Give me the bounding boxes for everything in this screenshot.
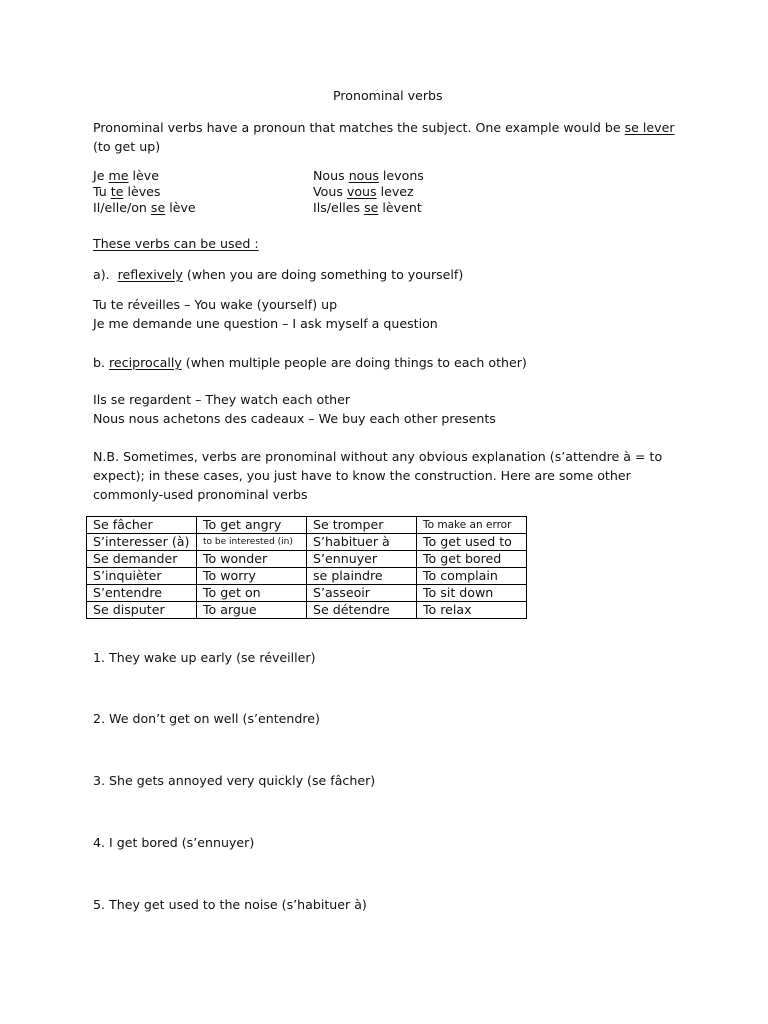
intro-example: se lever [624,120,675,135]
meaning-cell: To get bored [417,551,527,568]
verb-form: lève [165,200,196,215]
verb-cell: Se demander [87,551,197,568]
meaning-cell: To sit down [417,585,527,602]
verb-cell: Se disputer [87,602,197,619]
subject: Il/elle/on [93,200,151,215]
conjugation-line [313,184,424,200]
use-b-line [93,355,527,371]
intro-text: Pronominal verbs have a pronoun that matches the subject. One example would be [93,120,625,135]
exercise-item: 4. I get bored (s’ennuyer) [93,835,255,850]
conjugation-right [313,168,424,216]
use-b-term: reciprocally [109,355,182,370]
intro-text-end: (to get up) [93,139,161,154]
meaning-cell: To wonder [197,551,307,568]
intro-paragraph [93,118,683,156]
verb-cell: S’interesser (à) [87,534,197,551]
exercise-item: 5. They get used to the noise (s’habituer à) [93,897,367,912]
verb-cell: S’entendre [87,585,197,602]
subject: Ils/elles [313,200,365,215]
use-b-marker: b. [93,355,110,370]
verb-form: lèvent [378,200,422,215]
subject: Nous [313,168,349,183]
conjugation-line [93,184,196,200]
table-row [87,551,527,568]
verb-cell: S’habituer à [307,534,417,551]
conjugation-line [313,168,424,184]
example-sentence: Nous nous achetons des cadeaux – We buy each other presents [93,411,496,426]
verb-form: levons [378,168,424,183]
meaning-cell: To relax [417,602,527,619]
reflexive-pronoun: me [108,168,129,183]
meaning-cell: To get angry [197,517,307,534]
use-b-description: (when multiple people are doing things to each other) [181,355,527,370]
table-row [87,585,527,602]
verb-cell: Se détendre [307,602,417,619]
table-row [87,602,527,619]
use-a-term: reflexively [117,267,183,282]
example-sentence: Je me demande une question – I ask myself a question [93,316,438,331]
meaning-cell: To worry [197,568,307,585]
verb-cell: S’inquièter [87,568,197,585]
use-a-examples [93,297,438,335]
conjugation-line [93,168,196,184]
conjugation-line [93,200,196,216]
verb-table [86,516,527,619]
verb-form: lève [128,168,159,183]
uses-heading-text: These verbs can be used : [93,236,259,251]
meaning-cell: To make an error [417,517,527,534]
exercise-item: 3. She gets annoyed very quickly (se fâcher) [93,773,376,788]
reflexive-pronoun: te [110,184,124,199]
meaning-cell: To argue [197,602,307,619]
verb-cell: se plaindre [307,568,417,585]
verb-form: lèves [123,184,161,199]
use-a-description: (when you are doing something to yourself) [182,267,464,282]
conjugation-left [93,168,196,216]
page-title: Pronominal verbs [333,88,443,103]
uses-heading [93,236,259,252]
reflexive-pronoun: nous [348,168,379,183]
verb-cell: Se fâcher [87,517,197,534]
use-a-marker: a). [93,267,118,282]
use-b-examples [93,392,496,430]
verb-form: levez [376,184,414,199]
exercise-item: 2. We don’t get on well (s’entendre) [93,711,320,726]
meaning-cell: to be interested (in) [197,534,307,551]
use-a-line [93,267,463,283]
meaning-cell: To get on [197,585,307,602]
verb-cell: S’ennuyer [307,551,417,568]
meaning-cell: To get used to [417,534,527,551]
conjugation-line [313,200,424,216]
meaning-cell: To complain [417,568,527,585]
reflexive-pronoun: se [150,200,166,215]
table-row [87,517,527,534]
reflexive-pronoun: vous [346,184,377,199]
subject: Tu [93,184,111,199]
reflexive-pronoun: se [364,200,379,215]
table-row [87,568,527,585]
example-sentence: Ils se regardent – They watch each other [93,392,351,407]
subject: Je [93,168,109,183]
example-sentence: Tu te réveilles – You wake (yourself) up [93,297,338,312]
verb-cell: S’asseoir [307,585,417,602]
table-row [87,534,527,551]
verb-cell: Se tromper [307,517,417,534]
nb-paragraph: N.B. Sometimes, verbs are pronominal without any obvious explanation (s’attendre à = to expect); in these cases, you just have to know the construction. Here are some other commonly-used pronominal verbs [93,449,663,502]
exercise-item: 1. They wake up early (se réveiller) [93,650,316,665]
subject: Vous [313,184,347,199]
